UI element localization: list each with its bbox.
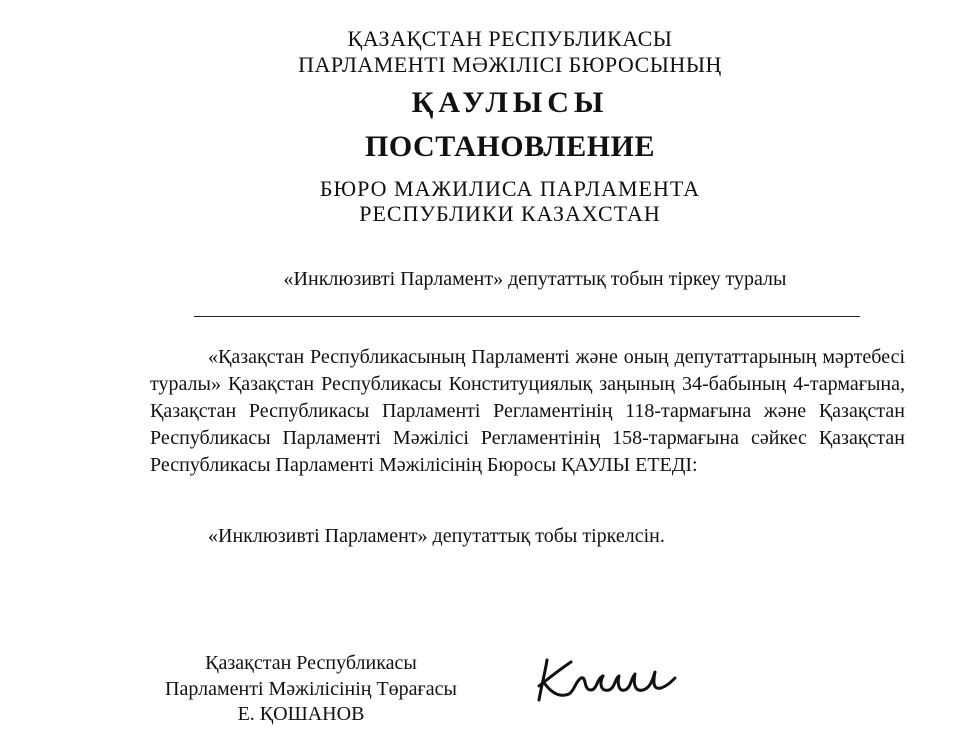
signatory-line-2: Парламенті Мәжілісінің Төрағасы — [165, 678, 457, 700]
header-kz-line-2: ПАРЛАМЕНТІ МӘЖІЛІСІ БЮРОСЫНЫҢ — [298, 52, 722, 77]
header-kz-line-1: ҚАЗАҚСТАН РЕСПУБЛИКАСЫ — [347, 26, 673, 51]
signatory-name: Е. ҚОШАНОВ — [237, 703, 365, 725]
header-ru-line-2: РЕСПУБЛИКИ КАЗАХСТАН — [359, 201, 661, 226]
document-subject: «Инклюзивті Парламент» депутаттық тобын тіркеу туралы — [283, 268, 787, 290]
body-paragraph: «Қазақстан Республикасының Парламенті және оның депутаттарының мәртебесі туралы» Қазақстан Республикасы Конституциялық заңының 34-бабының 4-тармағына, Қазақстан Республикасы Парламенті Регламентінің 118-тармағына және Қазақстан Республикасы Парламенті Мәжілісі Регламентінің 158-тармағына сәйкес Қазақстан Республикасы Парламенті Мәжілісінің Бюросы ҚАУЛЫ ЕТЕДІ: — [150, 346, 905, 476]
title-kz: ҚАУЛЫСЫ — [411, 86, 609, 119]
decision-paragraph: «Инклюзивті Парламент» депутаттық тобы тіркелсін. — [208, 525, 665, 547]
subject-underline-divider — [194, 316, 860, 317]
handwritten-signature-icon — [535, 648, 685, 708]
title-ru: ПОСТАНОВЛЕНИЕ — [365, 130, 655, 163]
signatory-line-1: Қазақстан Республикасы — [205, 652, 417, 674]
header-ru-line-1: БЮРО МАЖИЛИСА ПАРЛАМЕНТА — [319, 176, 701, 201]
